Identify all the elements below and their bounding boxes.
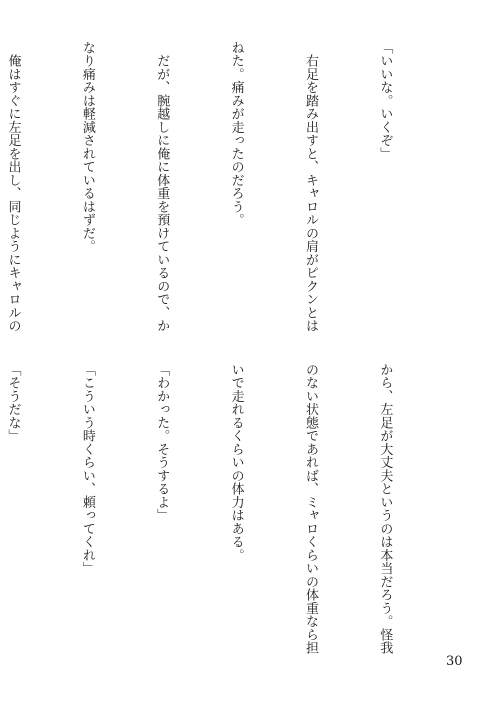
- text-line: だが、腕越しに俺に体重を預けているので、か: [154, 41, 170, 333]
- text-line: 「そうだな」: [5, 363, 21, 443]
- text-line: から、左足が大丈夫というのは本当だろう。怪我: [377, 363, 393, 655]
- text-line: 「こういう時くらい、頼ってくれ」: [79, 363, 95, 575]
- text-line: いで走れるくらいの体力はある。: [228, 363, 244, 562]
- page-number: 30: [446, 654, 463, 669]
- text-line: 「いいな。いくぞ」: [377, 41, 393, 161]
- text-line: 「わかった。そうするよ」: [154, 363, 170, 522]
- text-line: 俺はすぐに左足を出し、同じようにキャロルの: [5, 41, 21, 333]
- text-line: 右足を踏み出すと、キャロルの肩がピクンとは: [303, 41, 319, 333]
- text-line: のない状態であれば、ミャロくらいの体重なら担: [303, 363, 319, 655]
- text-line: なり痛みは軽減されているはずだ。: [79, 41, 95, 253]
- lower-text-block: [5, 363, 446, 655]
- upper-text-block: [5, 41, 446, 333]
- text-line: ねた。痛みが走ったのだろう。: [228, 41, 244, 227]
